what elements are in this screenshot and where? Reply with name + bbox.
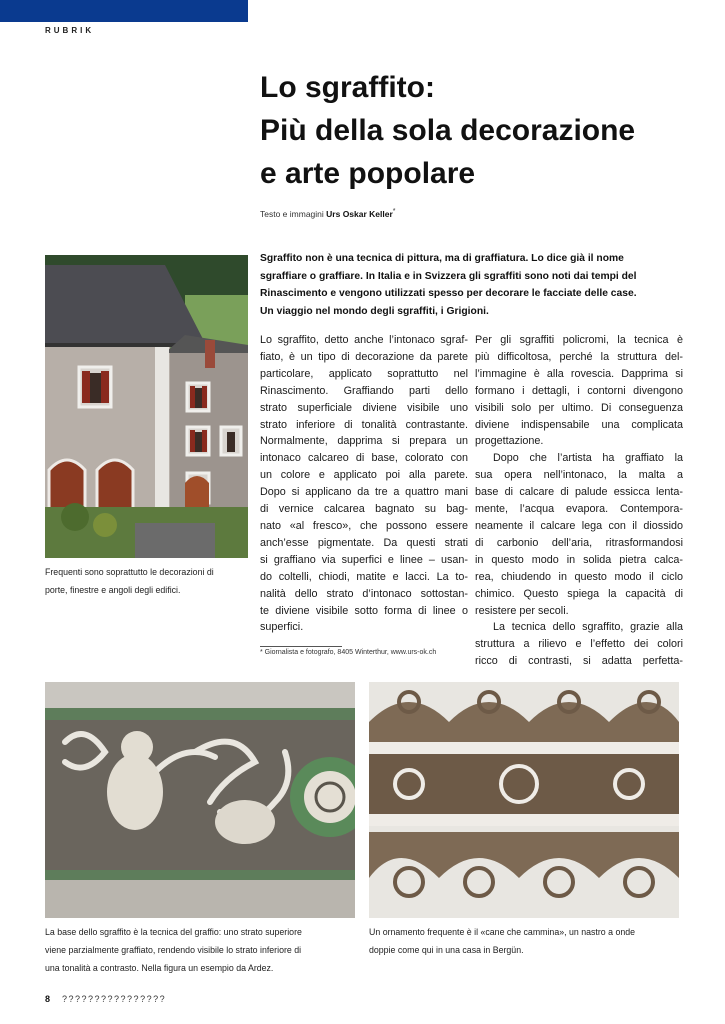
body-line: strato inferiore di tonalità contrastante. [260,418,468,431]
body-line: nalità dello strato d’intonaco sottostan- [260,587,468,600]
body-line: più difficoltosa, perché la struttura del- [475,350,683,363]
title-line: Più della sola decorazione [260,114,636,147]
body-line: un colore e applicato poi alla parete. [260,469,468,482]
body-line: diviene indispensabile una complicata [475,418,683,431]
publication-title: ???????????????? [62,994,167,1004]
section-color-bar [0,0,248,22]
body-line: di carbonio dell’aria, ritrasformandosi [475,536,683,549]
body-line: resistere per secoli. [475,604,569,617]
footnote-divider [260,646,342,647]
body-line: visibili solo per ultimo. Di conseguenza [475,401,683,414]
body-line: Dopo si applicano da tre a quattro mani [260,486,468,499]
article-title [260,66,710,195]
body-line: strato superficiale diviene visibile uno [260,401,468,414]
house-photo-caption [45,563,248,599]
body-line: superfici. [260,621,304,634]
body-line: ricco di contrasti, si adatta perfetta- [475,655,683,668]
ardez-sgraffito-photo [45,682,355,918]
body-line: Lo sgraffito, detto anche l’intonaco sgraf- [260,334,468,346]
author-footnote: * Giornalista e fotografo, 8405 Winterthur, www.urs-ok.ch [260,649,437,656]
title-line: e arte popolare [260,157,476,190]
body-line: te diviene visibile sotto forma di linee o [260,604,468,617]
ardez-photo-caption [45,923,357,977]
body-line: intonaco calcareo di base, colorato con [260,452,468,465]
body-line: struttura a rilievo e l’effetto dei colori [475,638,683,651]
caption-line: doppie come qui in una casa in Bergün. [369,945,524,955]
byline-prefix: Testo e immagini [260,208,324,219]
byline [260,207,396,219]
caption-line: Un ornamento frequente è il «cane che cammina», un nastro a onde [369,927,636,937]
body-line: Per gli sgraffiti policromi, la tecnica è [475,334,683,346]
lead-paragraph [260,250,680,320]
house-photo [45,255,248,558]
body-line: l’immagine è alla rovescia. Dapprima si [475,367,683,380]
body-line: La tecnica dello sgraffito, grazie alla [493,621,683,634]
body-line: Normalmente, dapprima si prepara un [260,435,468,448]
body-line: in questo modo in solida pietra calca- [475,553,683,566]
body-line: si graffiano via superfici e linee – usan- [260,553,468,566]
caption-line: viene parzialmente graffiato, rendendo visibile lo strato inferiore di [45,945,302,955]
lead-line: Un viaggio nel mondo degli sgraffiti, i Grigioni. [260,305,489,317]
body-line: Dopo che l’artista ha graffiato la [493,452,683,465]
body-line: progettazione. [475,435,544,448]
body-line: mente, l’acqua evapora. Contempora- [475,503,683,516]
caption-line: una tonalità a contrasto. Nella figura un esempio da Ardez. [45,963,274,973]
body-line: Rinascimento. Graffiando parti dello [260,384,468,397]
body-line: base di calcare di palude essicca lenta- [475,486,683,499]
author-name: Urs Oskar Keller [326,208,393,219]
bergun-ornament-photo [369,682,679,918]
body-line: anch’esse pigmentate. Da questi strati [260,536,468,549]
lead-line: Sgraffito non è una tecnica di pittura, ma di graffiatura. Lo dice già il nome [260,253,624,264]
lead-line: sgraffiare o graffiare. In Italia e in Svizzera gli sgraffiti sono noti dai tempi del [260,270,637,282]
body-line: particolare, applicato soprattutto nel [260,367,468,380]
author-footnote-mark: * [392,207,396,215]
body-line: sua opera nell’intonaco, la malta a [475,469,683,482]
body-line: formano i dettagli, i contorni divengono [475,384,683,397]
title-line: Lo sgraffito: [260,71,435,104]
body-line: di vernice calcarea bagnato su bag- [260,503,468,516]
caption-line: porte, finestre e angoli degli edifici. [45,585,181,595]
bergun-photo-caption [369,923,681,959]
body-line: do coltelli, chiodi, matite e lacci. La to- [260,570,468,583]
body-line: neamente il calcare lega con il diossido [475,519,683,532]
caption-line: La base dello sgraffito è la tecnica del graffio: uno strato superiore [45,927,302,937]
body-line: rea, chiudendo in questo modo il ciclo [475,570,683,583]
lead-line: Rinascimento e vengono utilizzati spesso per decorare le facciate delle case. [260,288,637,299]
body-column-2 [475,332,683,670]
body-column-1 [260,332,468,636]
body-line: fiato, è un tipo di decorazione da parete [260,350,468,363]
page-number: 8 [45,994,51,1004]
section-label: RUBRIK [45,26,95,35]
body-line: nato «al fresco», che possono essere [260,519,468,532]
caption-line: Frequenti sono soprattutto le decorazioni di [45,567,214,577]
body-line: chimico. Questo spiega la capacità di [475,587,683,600]
